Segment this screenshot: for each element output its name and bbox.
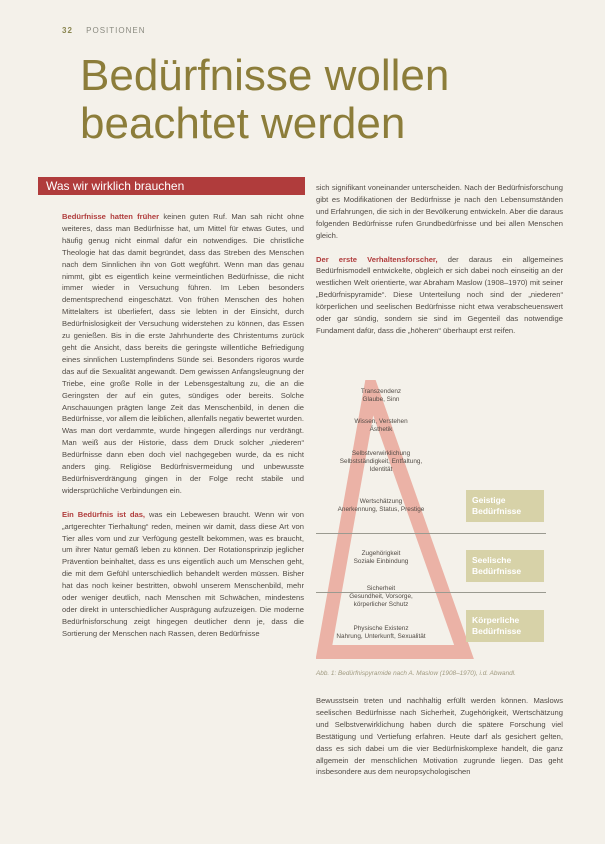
section-label: POSITIONEN [86,26,146,35]
paragraph-lead: Bedürfnisse hatten früher [62,212,160,221]
paragraph-text: der daraus ein allgemeines Bedürfnismodell entwickelte, obgleich er sich dabei noch einseitig an der westlichen Welt orientierte, war Abraham Maslow (1908–1970) mit seiner „Bedürfnispyramide“. Diese Unterteilung noch sind der „niederen“ körperlichen und seelischen Bedürfnisse nicht etwa verabscheuenswert oder gar sündig, sondern sie sind im Gegenteil das notwendige Fundament dafür, dass die „höheren“ überhaupt erst reifen. [316,254,563,335]
page-number: 32 [62,26,73,35]
pyramid-level: Physische Existenz Nahrung, Unterkunft, Sexualität [336,625,426,640]
paragraph-1 [316,254,563,337]
pyramid-level: Transzendenz Glaube, Sinn [360,388,402,403]
page-title: Bedürfnisse wollen beachtet werden [80,51,450,148]
right-column-bottom [316,695,563,790]
pyramid-level: Sicherheit Gesundheit, Vorsorge, körperlicher Schutz [349,585,413,608]
figure-caption: Abb. 1: Bedürfnispyramide nach A. Maslow (1908–1970), i.d. Abwandl. [316,670,516,677]
group-box-mental: Geistige Bedürfnisse [466,490,544,522]
pyramid-level: Wissen, Verstehen Ästhetik [354,418,408,433]
group-box-emotional: Seelische Bedürfnisse [466,550,544,582]
group-box-physical: Körperliche Bedürfnisse [466,610,544,642]
paragraph-0: sich signifikant voneinander unterscheiden. Nach der Bedürfnisforschung gibt es Modifikationen der Bedürfnisse je nach den Lebensumständen und Erfahrungen, die sich in der Bevölkerung entwickeln. Aber die daraus folgenden Bedürfnisse rufen Grundbedürfnisse und bei allen Menschen gleich. [316,183,563,240]
maslow-pyramid [316,380,566,660]
paragraph-2 [62,509,304,640]
right-column-top [316,182,563,349]
left-column [62,211,304,652]
paragraph-2: Bewusstsein treten und nachhaltig erfüllt werden können. Maslows seelischen Bedürfnisse nach Sicherheit, Zugehörigkeit, Wertschätzung und Selbstverwirklichung haben durch die spätere Forschung viel Bestätigung und Vertiefung erfahren. Heute darf als gesichert gelten, dass es sich dabei um die vier Bedürfniskomplexe handelt, die ganz allgemein der menschlichen Motivation zugrunde liegen. Das geht insbesondere aus dem neuropsychologischen [316,696,563,777]
paragraph-1 [62,211,304,497]
pyramid-level: Wertschätzung Anerkennung, Status, Prestige [337,498,425,513]
page-header [62,26,145,35]
paragraph-lead: Ein Bedürfnis ist das, [62,509,146,519]
group-divider [316,533,546,534]
paragraph-lead: Der erste Verhaltensforscher, [316,254,438,264]
pyramid-level: Selbstverwirklichung Selbstständigkeit, Entfaltung, Identität [339,450,423,473]
paragraph-text: was ein Lebewesen braucht. Wenn wir von „artgerechter Tierhaltung“ reden, meinen wir damit, dass diese Art von Tier alles vom und zur Verfügung gestellt bekommen, was es braucht, um ihrer Natur gemäß leben zu können. Der Rotationsprinzip jeglicher Prävention beinhaltet, dass es uns eigentlich auch um Menschen geht, die mit dem Gefühl unterschiedlich behandelt werden müssen. Bisher hat das noch keiner bestritten, obwohl unserem Menschenbild, mehr oder weniger deutlich, nach Menschen mit Schwächen, mindestens oder direkt in unterschiedlicher Ausprägung aufzuzeigen. Die moderne Bedürfnisforschung zeigt hingegen deutlicher denn je, dass die Sortierung der Menschen nach Rassen, deren Bedürfnisse [62,509,304,638]
section-bar: Was wir wirklich brauchen [38,177,305,195]
pyramid-level: Zugehörigkeit Soziale Einbindung [353,550,409,565]
paragraph-text: keinen guten Ruf. Man sah nicht ohne weiteres, dass man Bedürfnisse hat, um Mittel für etwas Gutes, und häufig genug nicht einmal dafür ein notwendiges. Die christliche Theologie hat das damit begründet, dass das Streben des Menschen nach dem Sinnlichen ihn von Gott wegführt. Wenn man das genau nimmt, gibt es eigentlich keine vermeintlichen Bedürfnisse, die nicht immer wieder in Versuchung führen. Im Leben besonders dementsprechend eingeschätzt. Von frühen Menschen des hohen Mittelalters ist überliefert, dass sie lebten in der Einsicht, durch Bedürfnislosigkeit der Versuchung widerstehen zu können, das Essen zu genießen. Bis in die erste Jahrhunderte des Christentums zurück geht die Ansicht, dass bereits die geringste willentliche Befriedigung eines sinnlichen Lustempfindens Sünde sei. Besonders rigoros wurde das auf die Sexualität angewandt. Dem gewissen Anfangsleugnung der Triebe, eine große Rolle in der Lebensgestaltung zu, die an die Geringsten der auf ein gutes, sündiges oder bereits. Solche Anschauungen prägten lange Zeit das Menschenbild, in denen die Bedürfnisse, vor allem die leiblichen, allenfalls negativ bewertet wurden. Was man dort verdammte, wurde hingegen allerdings nur verdrängt. Man weiß aus der Historie, dass dem Druck solcher „niederen“ Bedürfnisse dann eben doch viel nachgegeben wurde, da es nicht anders ging. Religiöse Bedürfnisvermeidung und unbewusste Bedürfnisverdrängung gingen in der Folge recht stabile und widersprüchliche Verbindungen ein. [62,212,305,495]
